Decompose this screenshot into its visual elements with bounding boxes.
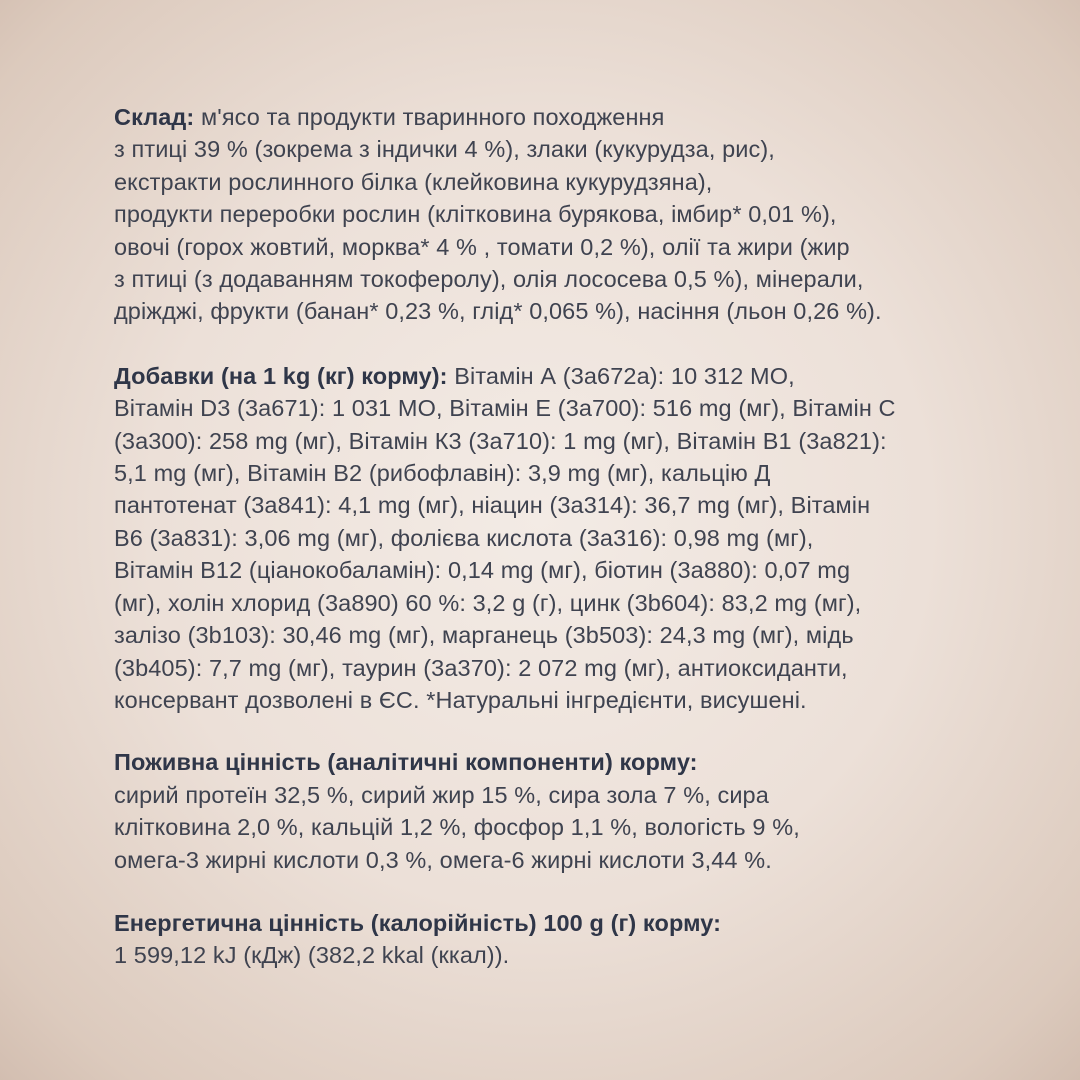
- composition-line-5: овочі (горох жовтий, морква* 4 % , томати 0,2 %), олії та жири (жир: [114, 233, 850, 260]
- additives-line-7: Вітамін В12 (ціанокобаламін): 0,14 mg (мг), біотин (3а880): 0,07 mg: [114, 557, 851, 584]
- additives-line-6: В6 (3а831): 3,06 mg (мг), фолієва кислота (3а316): 0,98 mg (мг),: [114, 524, 814, 551]
- energy-line-1: 1 599,12 kJ (кДж) (382,2 kkal (ккал)).: [114, 942, 510, 969]
- nutrition-heading: Поживна цінність (аналітичні компоненти) корму:: [114, 749, 698, 776]
- nutrition-section: [114, 746, 994, 876]
- additives-line-3: (3а300): 258 mg (мг), Вітамін К3 (3а710): 1 mg (мг), Вітамін B1 (3а821):: [114, 427, 887, 454]
- composition-line-4: продукти переробки рослин (клітковина бурякова, імбир* 0,01 %),: [114, 201, 837, 228]
- nutrition-line-1: сирий протеїн 32,5 %, сирий жир 15 %, сира зола 7 %, сира: [114, 781, 769, 808]
- additives-line-10: (3b405): 7,7 mg (мг), таурин (3а370): 2 072 mg (мг), антиоксиданти,: [114, 654, 848, 681]
- nutrition-line-2: клітковина 2,0 %, кальцій 1,2 %, фосфор 1,1 %, вологість 9 %,: [114, 814, 800, 841]
- composition-line-1: [114, 101, 994, 133]
- additives-line-2: Вітамін D3 (3а671): 1 031 МО, Вітамін Е (3а700): 516 mg (мг), Вітамін С: [114, 395, 896, 422]
- composition-line-3: екстракти рослинного білка (клейковина кукурудзяна),: [114, 168, 713, 195]
- composition-section: [114, 101, 994, 328]
- additives-text: Вітамін А (3а672а): 10 312 МО,: [447, 362, 795, 389]
- ingredients-text-block: [114, 101, 994, 972]
- composition-heading: Склад:: [114, 104, 195, 130]
- nutrition-line-3: омега-3 жирні кислоти 0,3 %, омега-6 жирні кислоти 3,44 %.: [114, 846, 772, 873]
- additives-section: [114, 360, 994, 716]
- additives-line-1: [114, 360, 994, 392]
- energy-section: [114, 907, 994, 972]
- composition-line-7: дріжджі, фрукти (банан* 0,23 %, глід* 0,065 %), насіння (льон 0,26 %).: [114, 298, 882, 325]
- additives-line-4: 5,1 mg (мг), Вітамін В2 (рибофлавін): 3,9 mg (мг), кальцію Д: [114, 460, 771, 487]
- composition-line-2: з птиці 39 % (зокрема з індички 4 %), злаки (кукурудза, рис),: [114, 136, 775, 163]
- additives-line-9: залізо (3b103): 30,46 mg (мг), марганець (3b503): 24,3 mg (мг), мідь: [114, 622, 854, 649]
- energy-heading: Енергетична цінність (калорійність) 100 g (г) корму:: [114, 909, 722, 936]
- composition-line-6: з птиці (з додаванням токоферолу), олія лососева 0,5 %), мінерали,: [114, 266, 864, 293]
- composition-text: м'ясо та продукти тваринного походження: [194, 104, 665, 130]
- additives-line-8: (мг), холін хлорид (3а890) 60 %: 3,2 g (г), цинк (3b604): 83,2 mg (мг),: [114, 589, 862, 616]
- additives-line-5: пантотенат (3а841): 4,1 mg (мг), ніацин (3а314): 36,7 mg (мг), Вітамін: [114, 492, 871, 519]
- additives-heading: Добавки (на 1 kg (кг) корму):: [114, 362, 448, 389]
- additives-line-11: консервант дозволені в ЄС. *Натуральні інгредієнти, висушені.: [114, 686, 807, 713]
